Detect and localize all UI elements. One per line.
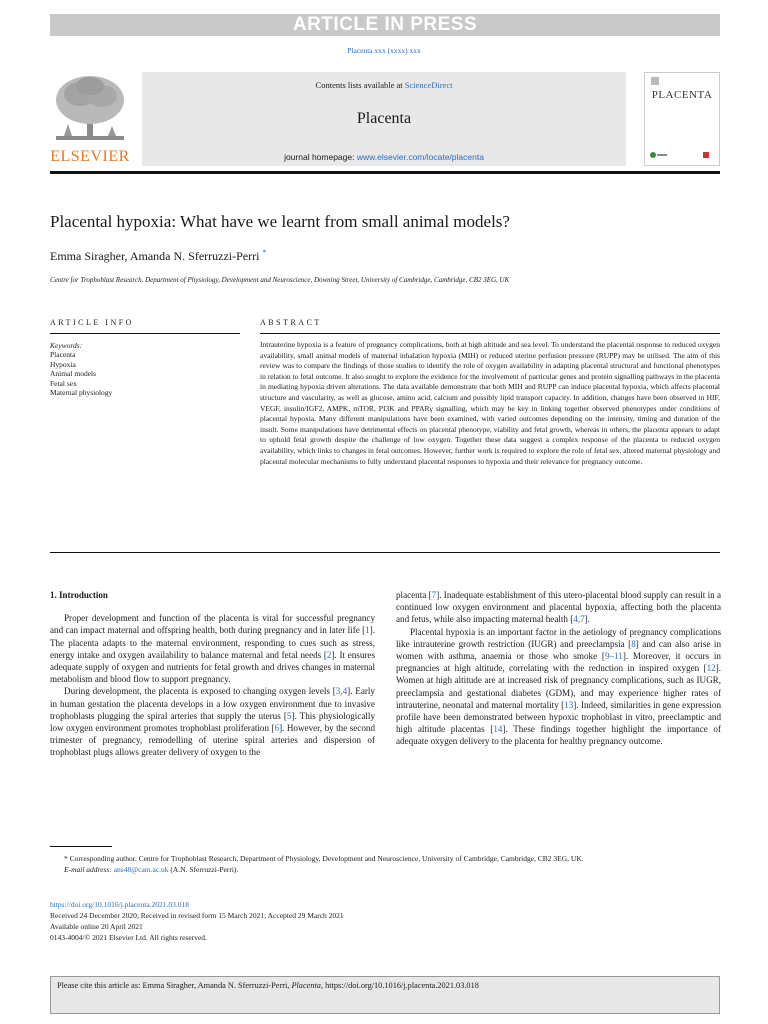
citation-link[interactable]: 6 bbox=[274, 723, 280, 734]
homepage-prefix: journal homepage: bbox=[284, 152, 357, 162]
abstract-text: Intrauterine hypoxia is a feature of pregnancy complications, both at high altitude and sea level. To understand the placental response to reduced oxygen availability, small animal models of maternal inhalation hypoxia (MIH) or reduced uterine perfusion pressure (RUPP) may be utilised. The aim of this review was to compare the findings of those studies to identify the role of oxygen availability in adapting placental structural and functional phenotypes in relation to fetal outcome. It also sought to explore the evidence for the involvement of particular genes and protein signalling pathways in the placenta in mediating hypoxia driven alterations. The data available demonstrate that both MIH and RUPP can induce placental hypoxia, which affects placental structure and vascularity, as well as glucose, amino acid, calcium and possibly lipid transport capacity. In addition, changes have been observed in HIF, VEGF, insulin/IGF2, AMPK, mTOR, PI3K and PPARγ signalling, which may be key in linking together observed phenotypes under conditions of placental hypoxia. Many different manipulations have been examined, with varied outcomes depending on the intensity, timing and duration of the insult. Some manipulations have detrimental effects on placental phenotype, viability and fetal growth, whereas in others, the placenta appears to adapt to uphold fetal growth despite the challenge of low oxygen. Together these data suggest a complex response of the placenta to reduced oxygen availability, which links to changes in fetal outcomes. However, further work is required to explore the role of fetal sex, altered maternal physiology and placental molecular mechanisms to fully understand placental responses to hypoxia and their relevance for pregnancy outcome. bbox=[260, 340, 720, 466]
homepage-link[interactable]: www.elsevier.com/locate/placenta bbox=[356, 152, 484, 162]
paragraph: placenta [7]. Inadequate establishment of this utero-placental blood supply can result in a continued low oxygen environment and placental hypoxia, affecting both the placenta and fetus, while also impacting maternal health [4,7]. bbox=[396, 590, 721, 625]
citation-link[interactable]: 2 bbox=[326, 649, 332, 660]
body-left-column bbox=[50, 589, 375, 759]
contents-line bbox=[142, 80, 626, 90]
corresponding-author-mark[interactable]: * bbox=[262, 248, 267, 257]
citation-link[interactable]: 13 bbox=[564, 699, 574, 710]
cover-title: PLACENTA bbox=[651, 89, 713, 101]
citation-link[interactable]: 1 bbox=[365, 625, 370, 636]
citation-link[interactable]: 3,4 bbox=[335, 686, 348, 697]
email-label: E-mail address: bbox=[64, 865, 114, 874]
elsevier-wordmark: ELSEVIER bbox=[50, 148, 130, 165]
email-link[interactable]: ans48@cam.ac.uk bbox=[113, 865, 169, 874]
paragraph: Proper development and function of the placenta is vital for successful pregnancy and can impact maternal and offspring health, both during pregnancy and in later life [1]. The placenta adapts to the maternal environment, responding to cues such as stress, energy intake and oxygen availability to balance maternal and fetal needs [2]. It ensures adequate supply of oxygen and nutrients for fetal growth and drives changes in maternal metabolism and blood flow to support pregnancy. bbox=[50, 613, 375, 685]
citation-link[interactable]: 4,7 bbox=[573, 614, 585, 625]
journal-header bbox=[50, 72, 720, 168]
paragraph: During development, the placenta is exposed to changing oxygen levels [3,4]. Early in human gestation the placenta develops in a low oxygen environment due to invasive trophoblasts plugging the spiral arteries that supply the uterus [5]. This physiologically low oxygen environment promotes trophoblast proliferation [6]. However, by the second trimester of pregnancy, remodelling of uterine spiral arteries and dispersion of trophoblast plugs allows greater delivery of oxygen to the bbox=[50, 686, 375, 758]
abstract-rule bbox=[260, 333, 720, 334]
footnote-rule bbox=[50, 846, 112, 847]
citation-link[interactable]: 5 bbox=[286, 710, 292, 721]
elsevier-logo bbox=[50, 72, 130, 166]
paragraph: Placental hypoxia is an important factor in the aetiology of pregnancy complications like intrauterine growth restriction (IUGR) and preeclampsia [8] and can also arise in women with asthma, anaemia or those who smoke [9–11]. Moreover, it occurs in pregnancies at high altitude, correlating with the reduction in inspired oxygen [12]. Women at high altitude are at increased risk of pregnancy complications, such as IUGR, preeclampsia and gestational diabetes (GDM), and may experience higher rates of intrauterine, neonatal and maternal mortality [13]. Indeed, similarities in gene expression profile have been demonstrated between hypoxic trophoblast in vitro, preeclamptic and high altitude placentas [14]. These findings together highlight the importance of adequate oxygen delivery to the placenta for healthy pregnancy outcome. bbox=[396, 626, 722, 747]
keyword-item: Hypoxia bbox=[50, 359, 76, 369]
online-date: Available online 20 April 2021 bbox=[50, 922, 143, 931]
article-info-rule bbox=[50, 333, 240, 334]
footnote bbox=[50, 853, 720, 875]
received-dates: Received 24 December 2020; Received in revised form 15 March 2021; Accepted 29 March 2021 bbox=[50, 911, 344, 920]
citation-suffix: , https://doi.org/10.1016/j.placenta.2021.03.018 bbox=[320, 981, 479, 990]
citation-journal: Placenta bbox=[291, 981, 321, 990]
body-right-column bbox=[396, 589, 721, 748]
journal-cover-thumbnail bbox=[644, 72, 720, 166]
author-names: Emma Siragher, Amanda N. Sferruzzi-Perri bbox=[50, 249, 260, 263]
contents-prefix: Contents lists available at bbox=[315, 80, 405, 90]
keyword-item: Animal models bbox=[50, 369, 97, 379]
keyword-item: Fetal sex bbox=[50, 378, 77, 388]
citation-box bbox=[50, 976, 720, 1014]
article-title: Placental hypoxia: What have we learnt from small animal models? bbox=[50, 212, 510, 231]
abstract-heading: ABSTRACT bbox=[260, 318, 322, 327]
elsevier-tree-icon bbox=[50, 72, 130, 148]
cover-footer-icon bbox=[645, 149, 721, 161]
keyword-item: Placenta bbox=[50, 350, 76, 360]
sciencedirect-link[interactable]: ScienceDirect bbox=[404, 80, 453, 90]
author-affiliation: Centre for Trophoblast Research, Department of Physiology, Development and Neuroscience, Downing Street, University of Cambridge, Cambridge, CB2 3EG, UK bbox=[50, 276, 510, 284]
journal-reference-link[interactable]: Placenta xxx (xxxx) xxx bbox=[347, 46, 421, 55]
article-metadata bbox=[50, 899, 720, 943]
citation-link[interactable]: 9–11 bbox=[604, 651, 623, 662]
article-authors bbox=[50, 248, 720, 264]
citation-link[interactable]: 14 bbox=[493, 724, 503, 735]
citation-prefix: Please cite this article as: Emma Siragher, Amanda N. Sferruzzi-Perri, bbox=[57, 981, 292, 990]
keyword-item: Maternal physiology bbox=[50, 388, 113, 398]
copyright: 0143-4004/© 2021 Elsevier Ltd. All rights reserved. bbox=[50, 933, 207, 942]
keywords-block bbox=[50, 341, 240, 397]
citation-link[interactable]: 7 bbox=[431, 590, 437, 600]
email-line bbox=[50, 864, 720, 875]
journal-info-box bbox=[142, 72, 626, 166]
corresponding-author-note: * Corresponding author. Centre for Trophoblast Research, Department of Physiology, Development and Neuroscience, University of Cambridge, Cambridge, CB2 3EG, UK. bbox=[64, 854, 584, 863]
section-heading: 1. Introduction bbox=[50, 590, 108, 600]
homepage-line bbox=[142, 152, 626, 162]
citation-link[interactable]: 8 bbox=[631, 638, 636, 649]
doi-link[interactable]: https://doi.org/10.1016/j.placenta.2021.03.018 bbox=[50, 900, 190, 909]
citation-link[interactable]: 12 bbox=[706, 663, 716, 674]
article-info-heading: ARTICLE INFO bbox=[50, 318, 134, 327]
article-in-press-banner: ARTICLE IN PRESS bbox=[50, 14, 720, 36]
journal-name: Placenta bbox=[356, 110, 412, 127]
cover-emblem-icon bbox=[651, 77, 659, 85]
email-suffix: (A.N. Sferruzzi-Perri). bbox=[168, 865, 239, 874]
keywords-label: Keywords: bbox=[50, 341, 83, 350]
abstract-bottom-rule bbox=[50, 552, 720, 553]
header-rule bbox=[50, 171, 720, 174]
